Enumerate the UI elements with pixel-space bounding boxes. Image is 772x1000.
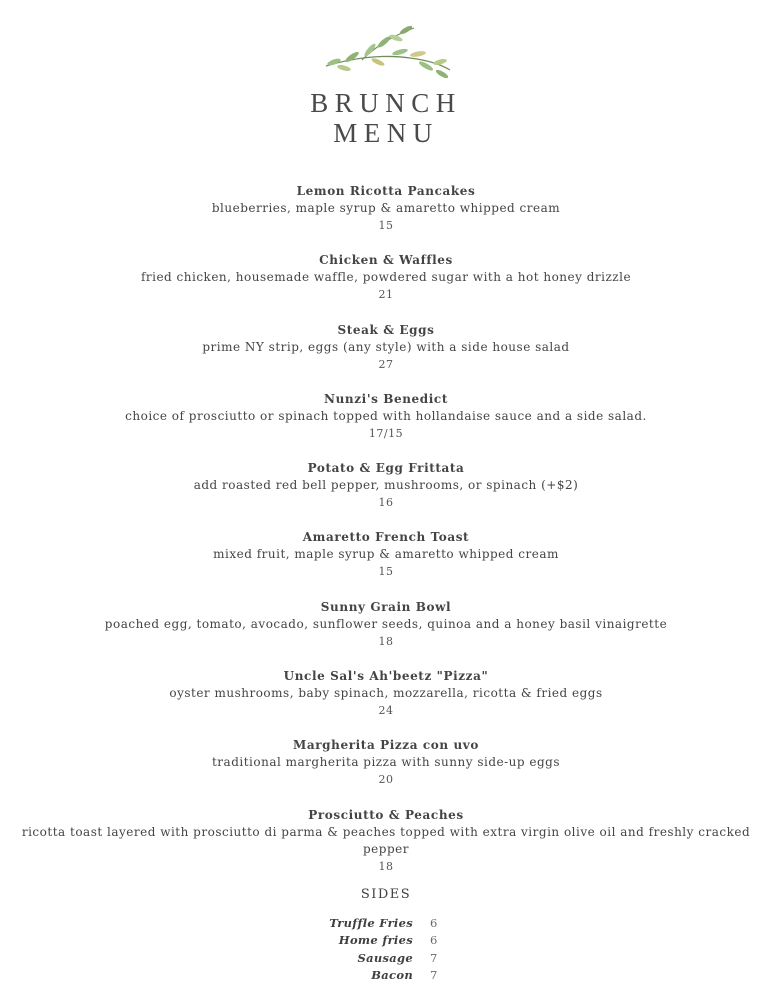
menu-item <box>0 460 772 529</box>
item-price: 15 <box>378 565 394 579</box>
menu-item <box>0 529 772 598</box>
sides-heading: SIDES <box>360 887 412 902</box>
side-item <box>0 915 772 932</box>
item-description: add roasted red bell pepper, mushrooms, or spinach (+$2) <box>193 478 579 493</box>
side-price: 7 <box>430 950 438 965</box>
menu-item <box>0 391 772 460</box>
item-price: 21 <box>378 288 394 302</box>
item-description: choice of prosciutto or spinach topped with hollandaise sauce and a side salad. <box>125 408 647 423</box>
item-name: Steak & Eggs <box>337 322 435 337</box>
item-name: Nunzi's Benedict <box>324 391 448 406</box>
sides-list <box>0 915 772 984</box>
item-description: oyster mushrooms, baby spinach, mozzarella, ricotta & fried eggs <box>169 686 603 701</box>
item-name: Potato & Egg Frittata <box>307 461 465 476</box>
item-description: traditional margherita pizza with sunny side-up eggs <box>211 755 561 770</box>
menu-title-line2: MENU <box>333 118 439 148</box>
item-description: ricotta toast layered with prosciutto di parma & peaches topped with extra virgin olive oil and freshly cracked pepper <box>21 824 751 856</box>
side-name: Home fries <box>338 933 413 948</box>
menu-item <box>0 252 772 321</box>
item-name: Margherita Pizza con uvo <box>293 738 479 753</box>
item-price: 27 <box>378 357 394 371</box>
item-name: Lemon Ricotta Pancakes <box>296 184 476 198</box>
item-price: 24 <box>378 704 394 718</box>
item-price: 16 <box>378 496 394 510</box>
item-price: 18 <box>378 859 394 873</box>
item-description: poached egg, tomato, avocado, sunflower seeds, quinoa and a honey basil vinaigrette <box>104 616 668 631</box>
side-name: Bacon <box>371 967 413 982</box>
item-name: Amaretto French Toast <box>302 530 470 545</box>
side-price: 6 <box>430 933 438 948</box>
side-item <box>0 950 772 967</box>
side-name: Truffle Fries <box>329 916 413 930</box>
side-price: 6 <box>430 916 438 930</box>
side-name: Sausage <box>357 950 413 965</box>
leaf-sprig-icon <box>322 24 454 80</box>
item-description: prime NY strip, eggs (any style) with a side house salad <box>202 339 570 354</box>
item-description: mixed fruit, maple syrup & amaretto whipped cream <box>213 547 559 562</box>
item-name: Sunny Grain Bowl <box>320 599 452 614</box>
item-description: blueberries, maple syrup & amaretto whipped cream <box>211 201 561 215</box>
menu-title-line1: BRUNCH <box>310 88 462 118</box>
side-price: 7 <box>430 967 438 982</box>
item-description: fried chicken, housemade waffle, powdered sugar with a hot honey drizzle <box>140 270 632 285</box>
side-item <box>0 967 772 984</box>
item-price: 15 <box>378 219 394 232</box>
menu-item <box>0 737 772 806</box>
item-name: Prosciutto & Peaches <box>308 807 464 822</box>
item-name: Uncle Sal's Ah'beetz "Pizza" <box>283 669 489 684</box>
menu-items-list <box>0 183 772 876</box>
menu-item <box>0 668 772 737</box>
item-price: 17/15 <box>368 426 404 440</box>
side-item <box>0 932 772 949</box>
item-price: 20 <box>378 773 394 787</box>
item-price: 18 <box>378 634 394 648</box>
menu-item <box>0 322 772 391</box>
item-name: Chicken & Waffles <box>319 253 453 268</box>
menu-item <box>0 807 772 876</box>
menu-item <box>0 599 772 668</box>
menu-item <box>0 183 772 252</box>
